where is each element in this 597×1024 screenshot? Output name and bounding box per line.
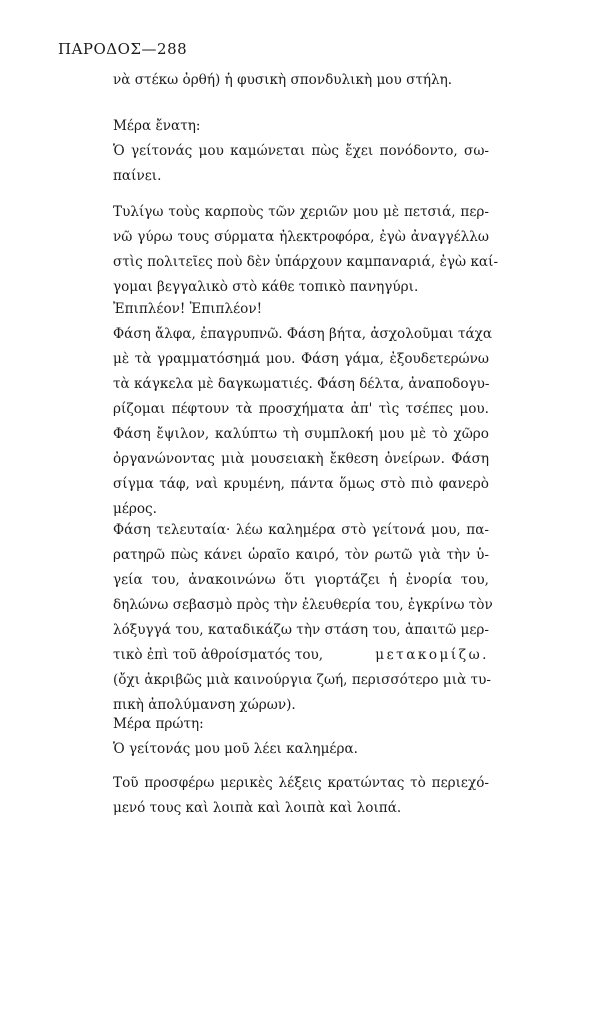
text-line: Φάση ἔψιλον, καλύπτω τὴ συμπλοκή μου μὲ τὸ χῶρο xyxy=(113,426,489,442)
text-line: ρατηρῶ πὼς κάνει ὡραῖο καιρό, τὸν ρωτῶ γιὰ τὴν ὑ- xyxy=(113,547,489,563)
text-line: μὲ τὰ γραμματόσημά μου. Φάση γάμα, ἐξουδετερώνω xyxy=(113,351,489,367)
text-line: νῶ γύρω τους σύρματα ἠλεκτροφόρα, ἐγὼ ἀναγγέλλω xyxy=(113,229,489,245)
text-line: μέρος. xyxy=(113,501,157,517)
text-line: νὰ στέκω ὀρθή) ἡ φυσικὴ σπονδυλικὴ μου στήλη. xyxy=(113,72,453,88)
text-line: Φάση ἄλφα, ἐπαγρυπνῶ. Φάση βήτα, ἀσχολοῦμαι τάχα xyxy=(113,326,493,342)
text-line: λόξυγγά του, καταδικάζω τὴν στάση του, ἀπαιτῶ μερ- xyxy=(113,622,489,638)
text-line xyxy=(113,643,489,668)
text-line: γομαι βεγγαλικὸ στὸ κάθε τοπικὸ πανηγύρι. xyxy=(113,279,419,295)
text-line: Τοῦ προσφέρω μερικὲς λέξεις κρατώντας τὸ περιεχό- xyxy=(113,775,489,791)
exclamation-heading: Ἐπιπλέον! Ἐπιπλέον! xyxy=(113,301,263,317)
paragraph-phases xyxy=(113,297,493,522)
text-line: Ὁ γείτονάς μου καμώνεται πὼς ἔχει πονόδοντο, σω- xyxy=(113,143,489,159)
day-heading: Μέρα ἔνατη: xyxy=(113,118,201,134)
text-line: στὶς πολιτεῖες ποὺ δὲν ὑπάρχουν καμπαναριά, ἐγὼ καί- xyxy=(113,254,499,270)
text-line: μενό τους καὶ λοιπὰ καὶ λοιπὰ καὶ λοιπά. xyxy=(113,800,402,816)
text-line: ὀργανώνοντας μιὰ μουσειακὴ ἔκθεση ὀνείρων. Φάση xyxy=(113,451,489,467)
paragraph-continuation xyxy=(113,68,489,93)
text-line: Φάση τελευταία· λέω καλημέρα στὸ γείτονά μου, πα- xyxy=(113,522,489,538)
text-fragment: τικὸ ἐπὶ τοῦ ἀθροίσματός του, xyxy=(113,647,324,663)
text-line: (ὄχι ἀκριβῶς μιὰ καινούργια ζωή, περισσότερο μιὰ τυ- xyxy=(113,672,491,688)
paragraph-wrists xyxy=(113,200,499,300)
text-line: ρίζομαι πέφτουν τὰ προσχήματα ἀπ' τὶς τσέπες μου. xyxy=(113,401,489,417)
paragraph-last-phase xyxy=(113,518,493,718)
text-line: δηλώνω σεβασμὸ πρὸς τὴν ἐλευθερία του, ἐγκρίνω τὸν xyxy=(113,597,493,613)
text-line: Ὁ γείτονάς μου μοῦ λέει καλημέρα. xyxy=(113,741,358,757)
text-line: πικὴ ἀπολύμανση χώρων). xyxy=(113,697,296,713)
text-line: τὰ κάγκελα μὲ δαγκωματιές. Φάση δέλτα, ἀναποδογυ- xyxy=(113,376,490,392)
text-line: παίνει. xyxy=(113,168,162,184)
text-line: γεία του, ἀνακοινώνω ὅτι γιορτάζει ἡ ἐνορία του, xyxy=(113,572,489,588)
text-line: σίγμα τάφ, ναὶ κρυμένη, πάντα ὅμως στὸ πιὸ φανερὸ xyxy=(113,476,489,492)
paragraph-day-first xyxy=(113,712,489,762)
spaced-word: μετακομίζω. xyxy=(375,647,489,663)
paragraph-day-ninth xyxy=(113,114,489,189)
day-heading: Μέρα πρώτη: xyxy=(113,716,204,732)
running-head: ΠΑΡΟΔΟΣ—288 xyxy=(58,40,188,58)
paragraph-offer xyxy=(113,771,489,821)
text-line: Τυλίγω τοὺς καρποὺς τῶν χεριῶν μου μὲ πετσιά, περ- xyxy=(113,204,489,220)
